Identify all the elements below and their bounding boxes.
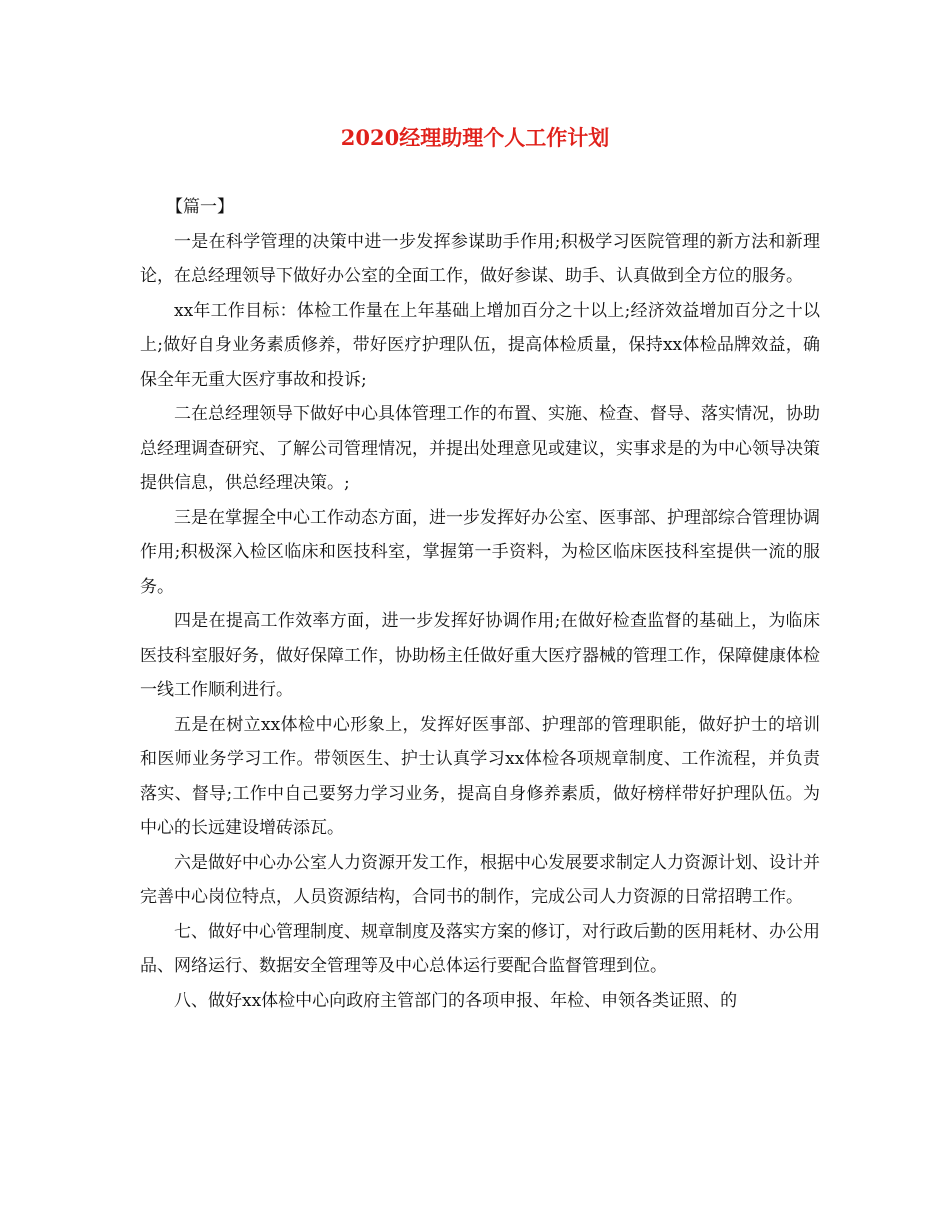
paragraph-7: 六是做好中心办公室人力资源开发工作，根据中心发展要求制定人力资源计划、设计并完善中心岗位特点，人员资源结构，合同书的制作，完成公司人力资源的日常招聘工作。 (140, 852, 820, 907)
paragraph-1: 一是在科学管理的决策中进一步发挥参谋助手作用;积极学习医院管理的新方法和新理论，在总经理领导下做好办公室的全面工作，做好参谋、助手、认真做到全方位的服务。 (140, 231, 820, 286)
paragraph-2: xx年工作目标：体检工作量在上年基础上增加百分之十以上;经济效益增加百分之十以上;做好自身业务素质修养，带好医疗护理队伍，提高体检质量，保持xx体检品牌效益，确保全年无重大医疗事故和投诉; (140, 300, 820, 390)
paragraph-9: 八、做好xx体检中心向政府主管部门的各项申报、年检、申领各类证照、的 (174, 990, 738, 1011)
section-label: 【篇一】 (166, 197, 234, 217)
paragraph-3: 二在总经理领导下做好中心具体管理工作的布置、实施、检查、督导、落实情况，协助总经理调查研究、了解公司管理情况，并提出处理意见或建议，实事求是的为中心领导决策提供信息，供总经理决策。; (140, 404, 820, 493)
document-body (140, 190, 820, 1018)
paragraph-8: 七、做好中心管理制度、规章制度及落实方案的修订，对行政后勤的医用耗材、办公用品、网络运行、数据安全管理等及中心总体运行要配合监督管理到位。 (140, 921, 820, 976)
document-title: 2020经理助理个人工作计划 (340, 125, 610, 150)
paragraph-4: 三是在掌握全中心工作动态方面，进一步发挥好办公室、医事部、护理部综合管理协调作用;积极深入检区临床和医技科室，掌握第一手资料，为检区临床医技科室提供一流的服务。 (140, 507, 820, 597)
paragraph-6: 五是在树立xx体检中心形象上，发挥好医事部、护理部的管理职能，做好护士的培训和医师业务学习工作。带领医生、护士认真学习xx体检各项规章制度、工作流程，并负责落实、督导;工作中自己要努力学习业务，提高自身修养素质，做好榜样带好护理队伍。为中心的长远建设增砖添瓦。 (140, 714, 820, 838)
paragraph-5: 四是在提高工作效率方面，进一步发挥好协调作用;在做好检查监督的基础上，为临床医技科室服好务，做好保障工作，协助杨主任做好重大医疗器械的管理工作，保障健康体检一线工作顺利进行。 (140, 611, 820, 700)
